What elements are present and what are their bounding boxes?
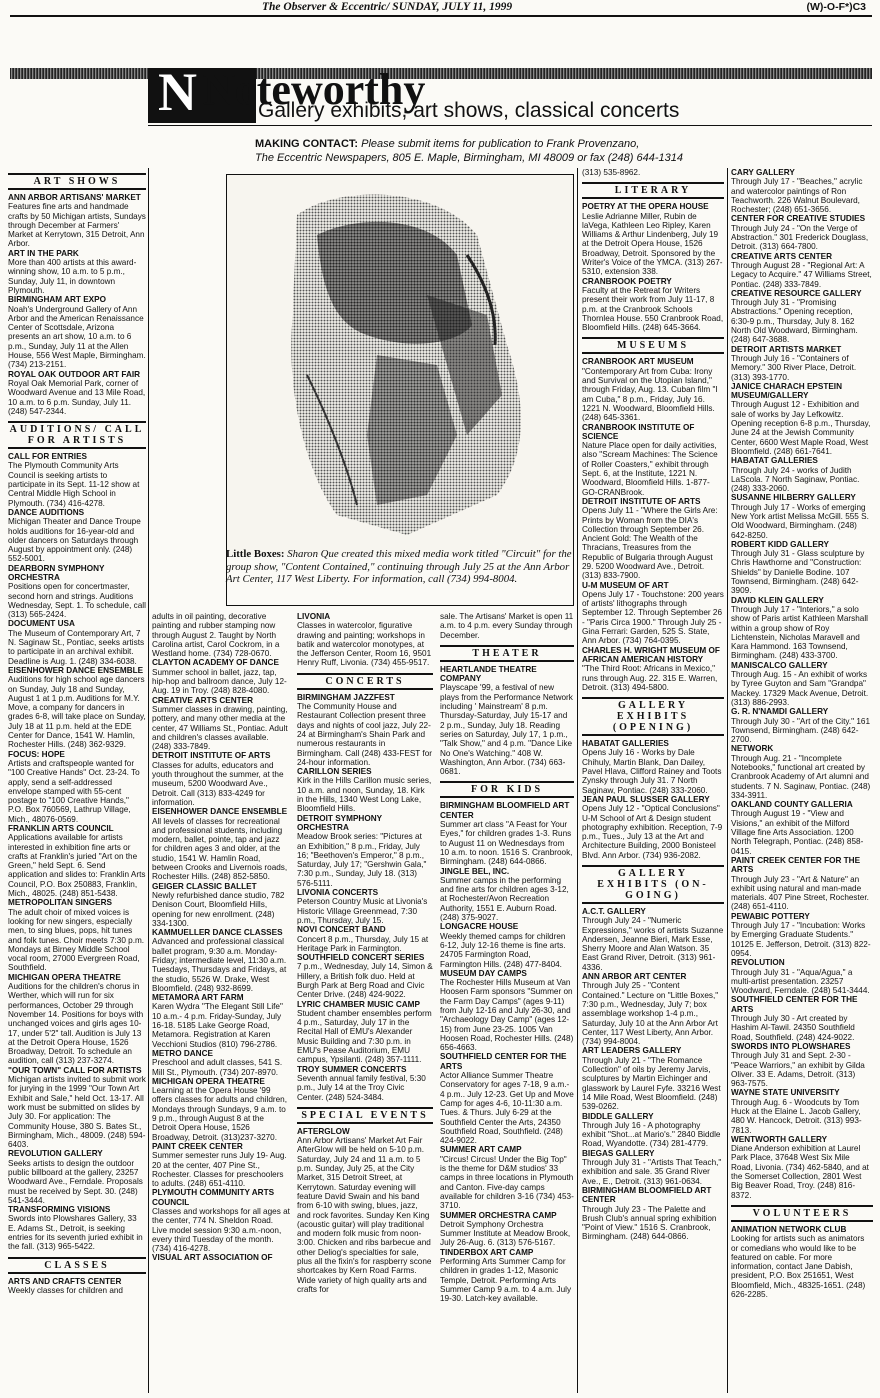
subtitle-rule <box>148 125 872 126</box>
section-heading: CONCERTS <box>297 673 433 690</box>
listing-title: JANICE CHARACH EPSTEIN MUSEUM/GALLERY <box>731 381 842 401</box>
listing-entry <box>297 612 433 668</box>
listing-entry <box>297 693 433 767</box>
listing-title: WAYNE STATE UNIVERSITY <box>731 1088 840 1098</box>
listing-title: SOUTHFIELD CENTER FOR THE ARTS <box>440 1052 567 1071</box>
listing-body: Through July 25 - "Content Contained." Lecture on "Little Boxes," 7:30 p.m., Wednesday, July 7; box assemblage workshop 1-4 p.m., Saturday, July 10 at the Ann Arbor Art Center, 117 West Liberty, Ann Arbor. (734) 994-8004. <box>582 981 719 1047</box>
listing-body: Noah's Underground Gallery of Ann Arbor and the American Renaissance Center of Scottsdale, Arizona presents an art show, 10 a.m. to 6 p.m., Sunday, July 11 at the Allen House, 556 West Maple, Birmingham. (734) 213-2151. <box>8 304 146 370</box>
listing-title: A.C.T. GALLERY <box>582 907 646 916</box>
listing-entry <box>582 1149 724 1186</box>
listing-title: MANISCALCO GALLERY <box>731 660 828 670</box>
listing-title: LIVONIA CONCERTS <box>297 888 379 898</box>
listing-entry <box>731 168 873 214</box>
listing-body: Faculty at the Retreat for Writers present their work from July 11-17, 8 p.m. at the Cranbrook Schools Thornlea House. 550 Cranbrook Road, Bloomfield Hills. (248) 645-3664. <box>582 285 724 333</box>
listing-title: TROY SUMMER CONCERTS <box>297 1064 407 1074</box>
listing-title: PAINT CREEK CENTER FOR THE ARTS <box>731 855 861 875</box>
column-2 <box>152 612 290 1393</box>
column-5 <box>582 168 724 1393</box>
listing-entry <box>297 814 433 888</box>
listing-body: Kirk in the Hills Carillon music series, 10 a.m. and noon, Sunday, 18. Kirk in the Hills, 1340 West Long Lake, Bloomfield Hills. <box>297 776 432 814</box>
listing-entry <box>440 1052 574 1145</box>
section-heading: CLASSES <box>8 1257 146 1274</box>
listing-entry <box>152 696 290 752</box>
listing-entry <box>8 898 146 972</box>
listing-title: GEIGER CLASSIC BALLET <box>152 881 257 891</box>
listing-body: Through July 16 - A photography exhibit "Shot...at Mario's." 2840 Biddle Road, Wyandotte. (734) 281-4779. <box>582 1120 721 1149</box>
listing-title: NETWORK <box>731 744 774 754</box>
listing-entry <box>440 1145 574 1210</box>
listing-body: The adult choir of mixed voices is looking for new singers, especially men, to sing blues, pops, hit tunes and folk tunes. Choir meets 7:30 p.m. Mondays at Birney Middle School vocal room, 27000 Evergreen Road, Southfield. <box>8 907 145 973</box>
listing-title: AFTERGLOW <box>297 1126 350 1136</box>
listing-title: SUMMER ART CAMP <box>440 1145 522 1155</box>
listing-body: Summer semester runs July 19- Aug. 20 at the center, 407 Pine St., Rochester. Classes for preschoolers to adults. (248) 651-4110. <box>152 1151 287 1189</box>
listing-body: All levels of classes for recreational and professional students, including modern, ballet, pointe, tap and jazz for children ages 3 and older, at the studio, 1541 W. Hamlin Road, between Crooks and Livernois roads, Rochester Hills. (248) 852-5850. <box>152 816 288 882</box>
listing-body: The Plymouth Community Arts Council is seeking artists to participate in its Sept. 11-12 show at Central Middle High School in Plymouth. (734) 416-4278. <box>8 461 140 508</box>
listing-title: WENTWORTH GALLERY <box>731 1134 828 1144</box>
listing-entry <box>731 493 873 539</box>
masthead <box>0 0 880 70</box>
listing-title: BIRMINGHAM BLOOMFIELD ART CENTER <box>582 1185 712 1205</box>
listing-entry <box>582 357 724 422</box>
listing-body: sale. The Artisans' Market is open 11 a.m. to 4 p.m. every Sunday through December. <box>440 612 574 640</box>
listing-entry <box>297 1065 433 1102</box>
listing-entry <box>8 295 146 369</box>
listing-entry <box>582 497 724 581</box>
listing-body: Positions open for concertmaster, second horn and strings. Auditions Wednesday, Sept. 1. To schedule, call (313) 565-2424. <box>8 582 146 620</box>
listing-title: CARY GALLERY <box>731 168 795 177</box>
listing-title: DETROIT INSTITUTE OF ARTS <box>582 496 701 506</box>
listing-title: TRANSFORMING VISIONS <box>8 1205 111 1215</box>
listing-title: EISENHOWER DANCE ENSEMBLE <box>8 665 144 675</box>
listing-body: Through August 12 - Exhibition and sale of works by Jay Lefkowitz. Opening reception 6-8 p.m., Thursday, June 24 at the Jewish Community Center, 6600 West Maple Road, West Bloomfield. (248) 661-7641. <box>731 400 871 456</box>
listing-entry <box>8 249 146 295</box>
listing-body: Royal Oak Memorial Park, corner of Woodward Avenue and 13 Mile Road, 10 a.m. to 6 p.m. Sunday, July 11. (248) 547-2344. <box>8 378 146 416</box>
listing-title: MUSEUM DAY CAMPS <box>440 968 527 978</box>
listing-title: SOUTHFIELD CENTER FOR THE ARTS <box>731 995 858 1014</box>
listing-title: CREATIVE ARTS CENTER <box>152 695 253 705</box>
listing-body: Summer camps in the performing and fine arts for children ages 3-12, at Rochester/Avon Recreation Authority, 1551 E. Auburn Road. (248) 375-9027. <box>440 875 569 923</box>
listing-body: Through July 24 - "Numeric Expressions," works of artists Suzanne Andersen, Jeanne Bieri, Mark Esse, Sherry Moore and Alan Watson. 35 East Grand River, Detroit. (313) 961-4336. <box>582 916 724 972</box>
column-4 <box>440 612 574 1393</box>
listing-body: Through July 31 - "Artists That Teach," exhibition and sale. 35 Grand River Ave., E., Detroit. (313) 961-0634. <box>582 1158 722 1186</box>
listing-title: DETROIT INSTITUTE OF ARTS <box>152 751 271 761</box>
listing-title: EISENHOWER DANCE ENSEMBLE <box>152 807 288 817</box>
listing-title: CENTER FOR CREATIVE STUDIES <box>731 214 866 224</box>
listing-entry <box>731 912 873 958</box>
listing-entry <box>731 1042 873 1088</box>
listing-body: Classes and workshops for all ages at the center, 774 N. Sheldon Road. Live model session 9:30 a.m.-noon, every third Tuesday of the month. (734) 416-4278. <box>152 1207 290 1254</box>
listing-title: NOVI CONCERT BAND <box>297 925 386 935</box>
listing-body: Diane Anderson exhibition at Laurel Park Place, 37648 West Six Mile Road, Livonia. (734) 462-5840, and at the Somerset Collection, 2801 West Big Beaver Road, Troy. (248) 816-8372. <box>731 1144 869 1200</box>
listing-entry <box>152 751 290 807</box>
listing-body: Classes in watercolor, figurative drawing and painting; workshops in batik and watercolor monotypes, at the Jefferson Center, Room 16, 9501 Henry Ruff, Livonia. (734) 455-9517. <box>297 621 432 668</box>
listing-entry <box>8 508 146 564</box>
listing-title: JINGLE BEL, INC. <box>440 866 510 876</box>
listing-entry <box>440 922 574 968</box>
section-heading: THEATER <box>440 645 574 662</box>
listing-title: SWORDS INTO PLOWSHARES <box>731 1041 851 1051</box>
listing-body: Through July 17 - "Beaches," acrylic and watercolor paintings of Ron Teachworth. 226 Walnut Boulevard, Rochester; (248) 651-3656. <box>731 177 863 215</box>
listing-entry <box>731 1225 873 1299</box>
listing-title: CALL FOR ENTRIES <box>8 452 87 462</box>
listing-entry <box>152 928 290 993</box>
listing-entry <box>297 925 433 953</box>
listing-entry <box>297 953 433 999</box>
listing-title: ROYAL OAK OUTDOOR ART FAIR <box>8 369 141 379</box>
listing-title: CREATIVE ARTS CENTER <box>731 251 832 261</box>
section-subtitle: Gallery exhibits, art shows, classical concerts <box>258 99 680 122</box>
listing-title: ARTS AND CRAFTS CENTER <box>8 1276 122 1286</box>
listing-body: Playscape '99, a festival of new plays from the Performance Network including ' Mainstream' 8 p.m. Thursday-Saturday, July 15-17 and 2 p.m., Sunday, July 18. Reading series on Saturday, July 17, 1 p.m., "Talk Show," and 4 p.m. "Dance Like No One's Watching." 408 W. Washington, Ann Arbor. (734) 663-0681. <box>440 683 573 777</box>
listing-body: Learning at the Opera House '99 offers classes for adults and children, Mondays through Sundays, 9 a.m. to 9 p.m., through August 8 at the Detroit Opera House, 1526 Broadway, Detroit. (313)237-3270. <box>152 1086 288 1142</box>
listing-entry <box>152 807 290 881</box>
listing-entry <box>731 661 873 707</box>
listing-title: MICHIGAN OPERA THEATRE <box>152 1076 265 1086</box>
listing-title: PAINT CREEK CENTER <box>152 1141 243 1151</box>
listing-body: Performing Arts Summer Camp for children in grades 1-12, Masonic Temple, Detroit. Performing Arts Summer Camp 9 a.m. to 4 a.m. July 19-30. Latch-key available. <box>440 1257 572 1304</box>
listing-body: Peterson Country Music at Livonia's Historic Village Greenmead, 7:30 p.m., Thursday, July 15. <box>297 897 428 925</box>
listing-entry <box>582 581 724 646</box>
listing-entry <box>731 456 873 493</box>
listing-body: (313) 535-8962. <box>582 168 641 177</box>
listing-entry <box>731 1088 873 1134</box>
listing-body: More than 400 artists at this award-winning show, 10 a.m. to 5 p.m., Sunday, July 11, in downtown Plymouth. <box>8 258 137 295</box>
section-heading: VOLUNTEERS <box>731 1205 873 1222</box>
listing-title: FOCUS: HOPE <box>8 749 65 759</box>
listing-title: OAKLAND COUNTY GALLERIA <box>731 800 853 810</box>
listing-entry <box>440 1248 574 1304</box>
listing-body: Concert 8 p.m., Thursday, July 15 at Heritage Park in Farmington. <box>297 934 429 953</box>
caption-text: Sharon Que created this mixed media work titled "Circuit" for the group show, "Content Contained," continuing through July 25 at the Ann Arbor Art Center, 117 West Liberty. For information, call (734) 994-8004. <box>226 548 572 585</box>
listing-title: PEWABIC POTTERY <box>731 911 810 921</box>
listing-body: Auditions for the children's chorus in Werther, which will run for six performances, October 29 through November 14. Positions for boys with unchanged voices and girls ages 10-17, under 5'2" tall. Audition is July 13 at the Detroit Opera House, 1526 Broadway, Detroit. To schedule an audition, call (313) 237-3274. <box>8 982 144 1066</box>
listing-title: ROBERT KIDD GALLERY <box>731 539 829 549</box>
section-heading: SPECIAL EVENTS <box>297 1107 433 1124</box>
listing-body: Through Aug. 6 - Woodcuts by Tom Huck at the Elaine L. Jacob Gallery, 480 W. Hancock, Detroit. (313) 993-7813. <box>731 1097 862 1135</box>
listing-body: Seventh annual family festival, 5:30 p.m., July 14 at the Troy Civic Center. (248) 524-3484. <box>297 1073 426 1102</box>
listing-body: Leslie Adrianne Miller, Rubin de laVega, Kathleen Leo Ripley, Karen Williams & Arthur Lindenberg, July 19 at the Detroit Opera House, 1526 Broadway, Detroit. Sponsored by the Writer's Voice of the YMCA. (313) 267-5310, extension 338. <box>582 211 723 277</box>
listing-entry <box>731 289 873 345</box>
listing-body: Detroit Symphony Orchestra Summer Institute at Meadow Brook, July 26-Aug. 6. (313) 576-5167. <box>440 1219 571 1248</box>
listing-entry <box>582 202 724 276</box>
listing-body: Through July 31 - "Promising Abstractions." Opening reception, 6:30-9 p.m., Thursday, July 8. 162 North Old Woodward, Birmingham. (248) 647-3688. <box>731 298 858 345</box>
listing-title: KAMMUELLER DANCE CLASSES <box>152 928 283 938</box>
section-heading: ART SHOWS <box>8 173 146 190</box>
listing-entry <box>152 882 290 928</box>
listing-entry <box>582 907 724 972</box>
listing-body: Summer art class "A Feast for Your Eyes," for children grades 1-3. Runs to August 11 on Wednesdays from 10 a.m. to noon. 1516 S. Cranbrook, Birmingham. (248) 644-0866. <box>440 820 573 867</box>
listing-entry <box>440 1211 574 1248</box>
section-heading: GALLERY EXHIBITS (OPENING) <box>582 697 724 736</box>
listing-title: DAVID KLEIN GALLERY <box>731 595 824 605</box>
listing-title: "OUR TOWN" CALL FOR ARTISTS <box>8 1065 142 1075</box>
listing-entry <box>582 739 724 795</box>
listing-entry <box>731 252 873 289</box>
listing-body: "The Third Root: Africans in Mexico," runs through Aug. 22. 315 E. Warren, Detroit. (313) 494-5800. <box>582 664 718 692</box>
listing-entry <box>152 993 290 1049</box>
contact-label: MAKING CONTACT: <box>255 138 359 150</box>
listing-entry <box>731 995 873 1041</box>
listing-body: Through July 31 - Glass sculpture by Chris Hawthorne and "Construction: Shields" by Danielle Bodine. 107 Townsend, Birmingham. (248) 642-3909. <box>731 549 865 596</box>
listing-entry <box>8 1066 146 1150</box>
listing-entry <box>152 1253 290 1262</box>
listing-body: Advanced and professional classical ballet program, 9:30 a.m. Monday-Friday; intermediate level, 11:30 a.m. Tuesdays, Thursdays and Fridays, at the studio, 5526 W. Drake, West Bloomfield. (248) 932-8699. <box>152 937 287 993</box>
listing-entry <box>582 972 724 1046</box>
sculpture-image <box>227 175 573 555</box>
listing-title: HABATAT GALLERIES <box>731 456 818 466</box>
listing-body: Through July 24 - "On the Verge of Abstraction." 301 Frederick Douglass, Detroit. (313) 664-7800. <box>731 223 869 252</box>
listing-body: Through July 17 - "Interiors," a solo show of Paris artist Kathleen Marshall within a group show of Roy Lichtenstein, Nicholas Maravell and Kara Hammond. 163 Townsend, Birmingham. (248) 433-3700. <box>731 604 868 661</box>
listing-entry <box>731 382 873 456</box>
listing-entry <box>8 1149 146 1205</box>
listing-title: DANCE AUDITIONS <box>8 507 85 517</box>
listing-body: Through July 23 - "Art & Nature" an exhibit using natural and man-made materials. 407 Pine Street, Rochester. (248) 651-4110. <box>731 874 869 912</box>
listing-title: POETRY AT THE OPERA HOUSE <box>582 202 709 212</box>
listing-body: Weekly themed camps for children 6-12, July 12-16 theme is fine arts. 24705 Farmington Road, Farmington Hills. (248) 477-8404. <box>440 931 566 969</box>
listing-title: REVOLUTION GALLERY <box>8 1149 103 1159</box>
listing-title: CRANBROOK POETRY <box>582 276 672 286</box>
banner-initial: N <box>158 68 196 122</box>
listing-body: Through July 31 - "Aqua/Agua," a multi-artist presentation. 23257 Woodward, Ferndale. (248) 541-3444. <box>731 967 870 996</box>
listing-body: Michigan Theater and Dance Troupe holds auditions for 16-year-old and older dancers on Saturdays through August by appointment only. (248) 552-5001. <box>8 517 141 564</box>
banner-title: Noteworthy <box>203 65 426 114</box>
listing-entry <box>8 619 146 665</box>
listing-title: U-M MUSEUM OF ART <box>582 580 669 590</box>
listing-entry <box>582 1046 724 1111</box>
listing-title: BIEGAS GALLERY <box>582 1148 655 1158</box>
listing-entry <box>440 969 574 1053</box>
listing-body: Applications available for artists interested in exhibition fine arts or crafts at Franklin's juried "Art on the Green," held Sept. 6. Send application and slides to: Franklin Arts Council, P.O. Box 250883, Franklin, Mich., 48025. (248) 851-5438. <box>8 833 146 899</box>
listing-title: SOUTHFIELD CONCERT SERIES <box>297 953 425 963</box>
listing-body: Through Aug. 15 - An exhibit of works by Tyree Guyton and Sam "Grandpa" Mackey. 17329 Mack Avenue, Detroit. (313) 886-2993. <box>731 670 869 707</box>
listing-title: HEARTLANDE THEATRE COMPANY <box>440 664 537 684</box>
listing-body: Summer school in ballet, jazz, tap, hip-hop and ballroom dance, July 12- Aug. 19 in Troy. (248) 828-4080. <box>152 667 287 696</box>
listing-entry <box>440 665 574 777</box>
listing-body: 7 p.m., Wednesday, July 14, Simon & Hillery, a British folk duo. Held at Burgh Park at Berg Road and Civic Center Drive. (248) 424-9022. <box>297 962 433 1000</box>
section-heading: GALLERY EXHIBITS (ON-GOING) <box>582 865 724 904</box>
listing-title: LONGACRE HOUSE <box>440 922 519 932</box>
listing-entry <box>8 824 146 898</box>
section-heading: LITERARY <box>582 182 724 199</box>
listing-title: CHARLES H. WRIGHT MUSEUM OF AFRICAN AMERICAN HISTORY <box>582 645 720 664</box>
listing-title: VISUAL ART ASSOCIATION OF <box>152 1253 273 1263</box>
listing-entry <box>152 1188 290 1253</box>
listing-entry <box>731 707 873 744</box>
listing-title: METAMORA ART FARM <box>152 993 244 1003</box>
listing-title: DETROIT SYMPHONY ORCHESTRA <box>297 813 382 832</box>
listing-body: Student chamber ensembles perform 4 p.m., Saturday, July 17 in the Recital Hall of EMU's Alexander Music Building and 7:30 p.m. in EMU's Pease Auditorium, EMU campus, Ypsilanti. (248) 357-1111. <box>297 1008 432 1065</box>
listing-body: Looking for artists such as animators or comedians who would like to be featured on cable. For more information, contact Jane Dabish, president, P.O. Box 251651, West Bloomfield, Mich., 48325-1651. (248) 626-2285. <box>731 1234 866 1300</box>
listing-body: Opens July 17 - Touchstone: 200 years of artists' lithographs through September 12. Through September 26 - "Paris Circa 1900." Through July 25 - Gina Ferrari: Garden, 525 S. State, Ann Arbor. (734) 764-0395. <box>582 589 724 646</box>
listing-body: Opens July 11 - "Where the Girls Are: Prints by Woman from the DIA's Collection through September 26. Ancient Gold: The Wealth of the Thracians, Treasures from the Republic of Bulgaria through August 29. 5200 Woodward Ave., Detroit. (313) 833-7900. <box>582 506 718 581</box>
listing-body: Auditions for high school age dancers on Sunday, July 18 and Sunday, August 1 at 1 p.m. Auditions for M.Y. Move, a company for dancers in grades 6-8, will take place on Sunday, July 18 at 11 p.m. held at the EDE Center for Dance, 1541 W. Hamlin, Rochester Hills. (248) 362-9329. <box>8 675 146 750</box>
column-3 <box>297 612 433 1393</box>
column-1 <box>8 168 146 1393</box>
listing-body: Features fine arts and handmade crafts by 50 Michigan artists, Sundays through December at Farmers' Market at Kerrytown, 315 Detroit, Ann Arbor. <box>8 202 146 249</box>
listing-body: Classes for adults, educators and youth throughout the summer, at the museum, 5200 Woodward Ave., Detroit. Call (313) 833-4249 for information. <box>152 760 284 807</box>
listing-body: Summer classes in drawing, painting, pottery, and many other media at the center, 47 Williams St., Pontiac. Adult and children's classes available. (248) 333-7849. <box>152 704 288 752</box>
listing-title: G. R. N'NAMDI GALLERY <box>731 707 829 717</box>
listing-body: Through July 23 - The Palette and Brush Club's annual spring exhibition "Point of View." 1516 S. Cranbrook, Birmingham. (248) 644-0866. <box>582 1204 717 1242</box>
listing-title: BIRMINGHAM JAZZFEST <box>297 692 395 702</box>
listing-entry <box>731 214 873 251</box>
listing-title: BIRMINGHAM BLOOMFIELD ART CENTER <box>440 801 570 820</box>
listing-body: Through July 17 - Works of emerging New York artist Melissa McGill. 555 S. Old Woodward, Birmingham. (248) 642-8250. <box>731 502 869 540</box>
column-6 <box>731 168 873 1393</box>
listing-title: BIRMINGHAM ART EXPO <box>8 295 106 305</box>
listing-entry <box>8 452 146 508</box>
listing-entry <box>152 1142 290 1188</box>
listing-title: BIDDLE GALLERY <box>582 1111 654 1121</box>
listing-title: ANIMATION NETWORK CLUB <box>731 1224 847 1234</box>
listing-entry <box>731 856 873 912</box>
listing-body: Nature Place open for daily activities, also "Scream Machines: The Science of Roller Coasters," exhibit through Sept. 6, at the Institute, 1221 N. Woodward, Bloomfield Hills. 1-877-GO-CRANBrook. <box>582 441 718 497</box>
column-divider <box>148 168 149 1393</box>
listing-entry <box>8 666 146 750</box>
listing-entry <box>582 423 724 497</box>
listing-body: Meadow Brook series: "Pictures at an Exhibition," 8 p.m., Friday, July 16; "Beethoven's Emperor," 8 p.m., Saturday, July 17; "Gershwin Gala," 7:30 p.m., Sunday, July 18. (313) 576-5111. <box>297 832 427 888</box>
listing-entry <box>731 345 873 382</box>
listing-title: HABATAT GALLERIES <box>582 739 669 749</box>
listing-body: Through July 30 - Art created by Hashim Al-Tawil. 24350 Southfield Road, Southfield. (248) 424-9022. <box>731 1014 855 1042</box>
listing-title: FRANKLIN ARTS COUNCIL <box>8 824 114 833</box>
edition-code: (W)-O-F*)C3 <box>806 1 866 13</box>
listing-title: REVOLUTION <box>731 958 785 968</box>
listing-entry <box>297 888 433 925</box>
column-divider <box>727 168 728 1393</box>
banner-texture <box>10 68 872 79</box>
listing-entry <box>731 958 873 995</box>
listing-entry <box>582 1186 724 1242</box>
listing-entry <box>8 564 146 620</box>
caption-title: Little Boxes: <box>226 548 285 560</box>
listing-body: Newly refurbished dance studio, 782 Denison Court, Bloomfield Hills, opening for new enrollment. (248) 334-1300. <box>152 890 285 928</box>
photo-caption <box>226 548 572 586</box>
listing-title: DOCUMENT USA <box>8 619 75 629</box>
listing-title: CREATIVE RESOURCE GALLERY <box>731 288 862 298</box>
listing-entry <box>582 1112 724 1149</box>
listing-title: CARILLON SERIES <box>297 767 372 777</box>
listing-title: CRANBROOK INSTITUTE OF SCIENCE <box>582 422 695 441</box>
listing-entry <box>731 1135 873 1200</box>
listing-entry <box>582 646 724 692</box>
listing-entry <box>8 370 146 416</box>
listing-entry <box>582 795 724 860</box>
listing-title: DETROIT ARTISTS MARKET <box>731 344 842 354</box>
listing-body: Through July 30 - "Art of the City." 161 Townsend, Birmingham. (248) 642-2700. <box>731 716 870 745</box>
contact-line2: The Eccentric Newspapers, 805 E. Maple, Birmingham, MI 48009 or fax (248) 644-1314 <box>255 152 683 164</box>
section-heading: FOR KIDS <box>440 781 574 798</box>
listing-title: TINDERBOX ART CAMP <box>440 1247 534 1257</box>
listing-entry <box>731 596 873 661</box>
listing-entry <box>582 168 724 177</box>
listing-entry <box>731 744 873 800</box>
listing-title: DEARBORN SYMPHONY ORCHESTRA <box>8 563 105 582</box>
listing-body: Through July 24 - works of Judith LaScola. 7 North Saginaw, Pontiac. (248) 333-2060. <box>731 465 860 494</box>
listing-entry <box>440 867 574 923</box>
listing-body: Preschool and adult classes, 541 S. Mill St., Plymouth. (734) 207-8970. <box>152 1058 283 1077</box>
listing-entry <box>152 658 290 695</box>
listing-entry <box>8 973 146 1066</box>
listing-entry <box>440 801 574 866</box>
listing-body: "Contemporary Art from Cuba: Irony and Survival on the Utopian Island," through Friday, Aug. 13. Cuban film "I am Cuba," 8 p.m., Friday, July 16. 1221 N. Woodward, Bloomfield Hills. (248) 645-3361. <box>582 366 718 423</box>
listing-body: adults in oil painting, decorative painting and rubber stamping now through August 2. Taught by North Carolina artist, Carol Cockrom, in a Westland home. (734) 728-0670. <box>152 612 280 659</box>
listing-title: METROPOLITAN SINGERS <box>8 898 113 908</box>
listing-body: The Community House and Restaurant Collection present three days and nights of cool jazz, July 22-24 at Birmingham's Shain Park and numerous restaurants in Birmingham. Call (248) 433-FEST for 24-hour information. <box>297 702 432 767</box>
listing-body: Ann Arbor Artisans' Market Art Fair AfterGlow will be held on 5-10 p.m. Saturday, July 24 and 11 a.m. to 5 p.m. Sunday, July 25, at the City Market, 315 Detroit Street, at Kerrytown. Saturday evening will feature David Swain and his band from 6-10 with swing, blues, jazz, and rock favorites. Sunday Ken King (acoustic guitar) will play traditional and modern folk music from noon-3:00. Chicken and ribs barbecue and other Deliog's specialties for sale, plus all the fixin's for raspberry scone shortcakes by Kern Road Farms. Wide variety of high quality arts and crafts for <box>297 1136 432 1294</box>
listing-body: Actor Alliance Summer Theatre Conservatory for ages 7-18, 9 a.m.- 4 p.m.. July 12-23. Get Up and Move Camp for ages 4-6, 10-11:30 a.m. Tues. & Thurs. July 6-29 at the Southfield Center the Arts, 24350 Southfield Road, Southfield. (248) 424-9022. <box>440 1071 574 1146</box>
section-heading: AUDITIONS/ CALL FOR ARTISTS <box>8 421 146 449</box>
listing-body: Through August 19 - "View and Visions," an exhibit of the Milford Village fine Arts Association. 1200 North Telegraph, Pontiac. (248) 858-0415. <box>731 809 864 856</box>
listing-entry <box>297 767 433 813</box>
listing-title: ART LEADERS GALLERY <box>582 1046 682 1056</box>
listing-entry <box>8 1277 146 1296</box>
paper-name: The Observer & Eccentric/ SUNDAY, JULY 11, 1999 <box>262 1 513 13</box>
listing-title: PLYMOUTH COMMUNITY ARTS COUNCIL <box>152 1188 275 1207</box>
listing-title: METRO DANCE <box>152 1048 213 1058</box>
listing-body: Through July 21 - "The Romance Collection" of oils by Jeremy Jarvis, sculptures by Martin Eichinger and glasswork by Laurel Fyfe. 33216 West 14 Mile Road, West Bloomfield. (248) 539-0262. <box>582 1055 721 1112</box>
listing-entry <box>440 612 574 640</box>
contact-line1: Please submit items for publication to Frank Provenzano, <box>361 138 640 150</box>
listing-title: LIVONIA <box>297 612 331 621</box>
listing-body: Through Aug. 21 - "Incomplete Notebooks," functional art created by Cranbrook Academy of Art alumni and students. 7 N. Saginaw, Pontiac. (248) 334-3911. <box>731 753 871 800</box>
listing-title: ART IN THE PARK <box>8 248 79 258</box>
listing-entry <box>297 1000 433 1065</box>
listing-body: Through July 16 - "Containers of Memory." 300 River Place, Detroit. (313) 393-1770. <box>731 353 857 382</box>
section-heading: MUSEUMS <box>582 337 724 354</box>
listing-body: Artists and craftspeople wanted for "100 Creative Hands" Oct. 23-24. To apply, send a self-addressed envelope stamped with 55-cent postage to "100 Creative Hands," P.O. Box 760569, Lathrup Village, Mich., 48076-0569. <box>8 758 140 824</box>
listing-title: SUMMER ORCHESTRA CAMP <box>440 1210 557 1220</box>
listing-body: "Circus! Circus! Under the Big Top" is the theme for D&M studios' 33 camps in three locations in Plymouth and Canton. Five-day camps available for children 3-16 (734) 453-3710. <box>440 1154 574 1211</box>
listing-title: SUSANNE HILBERRY GALLERY <box>731 493 856 503</box>
listing-title: CRANBROOK ART MUSEUM <box>582 357 694 367</box>
listing-entry <box>8 193 146 249</box>
listing-body: Opens July 16 - Works by Dale Chihuly, Martin Blank, Dan Dailey, Pavel Hlava, Clifford Rainey and Toots Zynsky through July 31. 7 North Saginaw, Pontiac. (248) 333-2060. <box>582 748 722 795</box>
listing-title: ANN ARBOR ARTISANS' MARKET <box>8 193 141 202</box>
listing-entry <box>8 1205 146 1251</box>
listing-body: Seeks artists to design the outdoor public billboard at the gallery, 23257 Woodward Ave., Ferndale. Proposals must be received by Sept. 30. (248) 541-3444. <box>8 1158 143 1205</box>
column-divider <box>577 168 578 1393</box>
listing-body: Karen Wydra "The Elegant Still Life" 10 a.m.- 4 p.m. Friday-Sunday, July 16-18. 5185 Lake George Road, Metamora. Registration at Karen Vecchioni Studios (810) 796-2786. <box>152 1002 283 1049</box>
making-contact <box>255 137 683 165</box>
listing-entry <box>152 612 290 658</box>
listing-body: Weekly classes for children and <box>8 1285 123 1295</box>
sculpture-photo <box>226 174 574 606</box>
listing-body: Michigan artists invited to submit work for jurying in the 1999 "Our Town Art Exhibit and Sale," held Oct. 13-17. All work must be submitted on slides by July 30. For application: The Community House, 380 S. Bates St., Birmingham, Mich., 48009. (248) 594-6403. <box>8 1075 146 1150</box>
listing-body: Through July 31 and Sept. 2-30 - "Peace Warriors," an exhibit by Gilda Oliver. 33 E. Adams, Detroit. (313) 963-7575. <box>731 1051 865 1089</box>
top-rule <box>10 15 872 17</box>
listing-body: The Museum of Contemporary Art, 7 N. Saginaw St., Pontiac, seeks artists to participate in an archival exhibit. Deadline is Aug. 1. (248) 334-6038. <box>8 628 145 666</box>
listing-entry <box>297 1127 433 1294</box>
listing-body: Swords into Plowshares Gallery, 33 E. Adams St., Detroit, is seeking entries for its seventh juried exhibit in the fall. (313) 965-5422. <box>8 1214 143 1252</box>
listing-title: MICHIGAN OPERA THEATRE <box>8 972 121 982</box>
listing-body: The Rochester Hills Museum at Van Hoosen Farm sponsors "Summer on the Farm Day Camps" (ages 9-11) from July 12-16 and July 26-30, and "Archaeology Day Camp" (ages 12-15) from June 23-25. 1005 Van Hoosen Road, Rochester Hills. (248) 656-4663. <box>440 978 574 1053</box>
listing-entry <box>731 540 873 596</box>
listing-entry <box>152 1077 290 1142</box>
listing-entry <box>582 277 724 333</box>
listing-body: Opens July 12 - "Optical Conclusions" U-M School of Art & Design student photography exhibition. Reception, 7-9 p.m., Tues., July 13 at the Art and Architecture Building, 2000 Bonisteel Blvd. Ann Arbor. (734) 936-2082. <box>582 804 723 860</box>
listing-title: JEAN PAUL SLUSSER GALLERY <box>582 794 710 804</box>
listing-entry <box>731 800 873 856</box>
listing-title: CLAYTON ACADEMY OF DANCE <box>152 658 279 668</box>
listing-body: Through July 17 - "Incubation: Works by Emerging Graduate Students." 10125 E. Jefferson, Detroit. (313) 822-0954. <box>731 921 871 958</box>
listing-body: Through August 28 - "Regional Art: A Legacy to Acquire." 47 Williams Street, Pontiac. (248) 333-7849. <box>731 260 872 289</box>
listing-entry <box>152 1049 290 1077</box>
listing-title: ANN ARBOR ART CENTER <box>582 972 687 982</box>
listing-title: LYRIC CHAMBER MUSIC CAMP <box>297 999 420 1009</box>
listing-entry <box>8 750 146 824</box>
